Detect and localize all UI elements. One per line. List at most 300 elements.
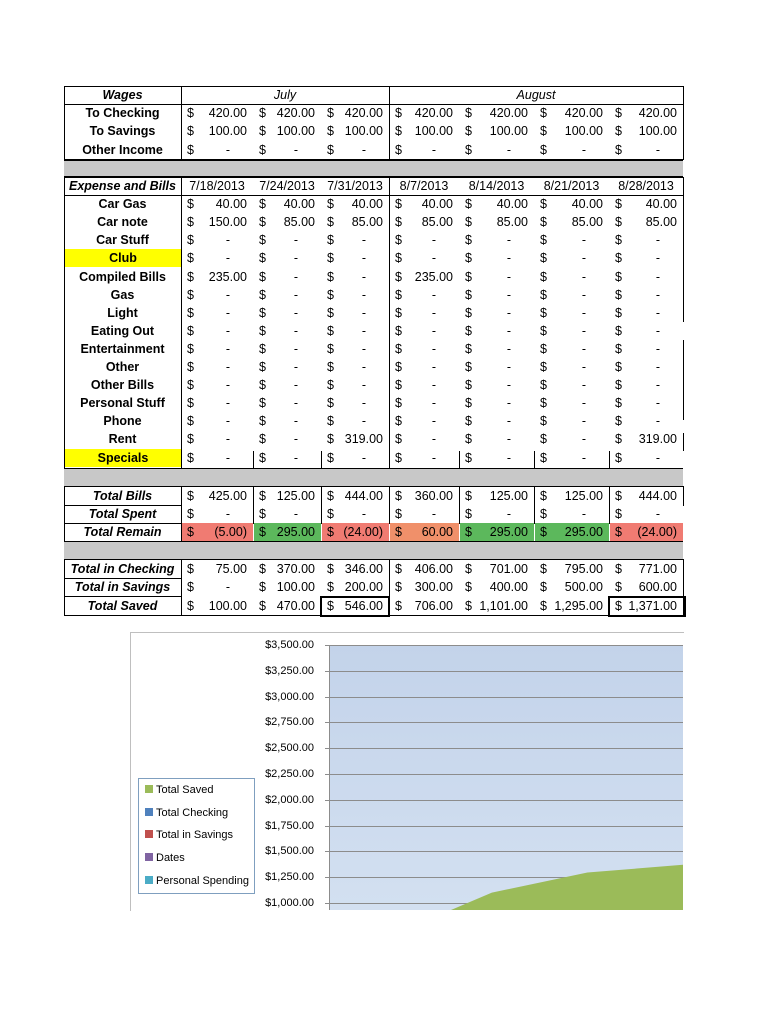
dollar-sign: $: [187, 525, 194, 539]
dollar-sign: $: [395, 598, 402, 613]
amount-value: -: [581, 378, 586, 393]
amount-value: 1,295.00: [554, 598, 603, 613]
grid-line: [181, 86, 182, 160]
grid-line: [459, 486, 460, 524]
dollar-sign: $: [327, 215, 334, 230]
amount-value: 40.00: [351, 197, 383, 212]
total-row-label: Total Bills: [92, 489, 153, 503]
grid-line: [64, 177, 683, 178]
dollar-sign: $: [187, 323, 194, 338]
legend-item: [145, 851, 185, 865]
area-series-svg: [329, 645, 683, 910]
dollar-sign: $: [615, 197, 622, 212]
amount-value: 125.00: [564, 489, 603, 503]
dollar-sign: $: [465, 124, 472, 139]
dollar-sign: $: [465, 251, 472, 266]
dollar-sign: $: [187, 197, 194, 212]
date-header: 8/21/2013: [543, 179, 600, 193]
dollar-sign: $: [395, 450, 402, 465]
amount-value: 40.00: [283, 197, 315, 212]
august-header: August: [516, 88, 556, 102]
amount-value: 444.00: [344, 489, 383, 503]
dollar-sign: $: [187, 360, 194, 374]
dollar-sign: $: [187, 450, 194, 465]
dollar-sign: $: [540, 124, 547, 139]
dollar-sign: $: [395, 233, 402, 248]
grid-line: [181, 486, 182, 542]
dollar-sign: $: [259, 414, 266, 429]
dollar-sign: $: [465, 598, 472, 613]
savings-row-label: Total Saved: [87, 598, 158, 613]
expense-row-label: Car Stuff: [96, 233, 149, 248]
dollar-sign: $: [395, 142, 402, 157]
amount-value: -: [431, 432, 436, 447]
expense-row-label: Gas: [110, 287, 135, 302]
expense-row-label: Phone: [103, 414, 142, 429]
amount-value: 40.00: [215, 197, 247, 212]
amount-value: 295.00: [276, 525, 315, 539]
expense-row-label: Eating Out: [90, 323, 155, 338]
dollar-sign: $: [465, 562, 472, 576]
dollar-sign: $: [395, 269, 402, 284]
legend-label: Personal Spending: [156, 874, 249, 887]
section-separator: [64, 542, 683, 559]
amount-value: -: [361, 450, 366, 465]
dollar-sign: $: [187, 432, 194, 447]
dollar-sign: $: [259, 507, 266, 521]
dollar-sign: $: [540, 197, 547, 212]
grid-line: [683, 340, 684, 420]
amount-value: 420.00: [276, 106, 315, 121]
amount-value: -: [225, 414, 230, 429]
dollar-sign: $: [259, 215, 266, 230]
dollar-sign: $: [615, 489, 622, 503]
amount-value: -: [655, 287, 660, 302]
dollar-sign: $: [465, 305, 472, 320]
amount-value: 470.00: [276, 598, 315, 613]
dollar-sign: $: [327, 124, 334, 139]
section-separator: [64, 160, 683, 177]
amount-value: -: [431, 251, 436, 266]
amount-value: -: [431, 507, 436, 521]
grid-line: [389, 177, 390, 469]
dollar-sign: $: [540, 507, 547, 521]
amount-value: 235.00: [414, 269, 453, 284]
expense-row-label: Rent: [108, 432, 137, 447]
grid-line: [389, 486, 390, 524]
amount-value: -: [361, 142, 366, 157]
legend-item: [145, 828, 233, 842]
legend-swatch: [145, 876, 153, 884]
amount-value: 100.00: [564, 124, 603, 139]
dollar-sign: $: [465, 269, 472, 284]
amount-value: -: [293, 432, 298, 447]
dollar-sign: $: [465, 197, 472, 212]
amount-value: -: [225, 233, 230, 248]
dollar-sign: $: [540, 341, 547, 356]
expense-row-label: Specials: [65, 449, 181, 467]
dollar-sign: $: [465, 580, 472, 595]
dollar-sign: $: [327, 323, 334, 338]
dollar-sign: $: [615, 598, 622, 613]
amount-value: 360.00: [414, 489, 453, 503]
amount-value: -: [361, 507, 366, 521]
expense-row-label: Compiled Bills: [79, 269, 166, 284]
dollar-sign: $: [327, 360, 334, 374]
dollar-sign: $: [187, 106, 194, 121]
dollar-sign: $: [615, 269, 622, 284]
dollar-sign: $: [259, 432, 266, 447]
grid-line: [64, 195, 683, 196]
amount-value: -: [506, 507, 511, 521]
amount-value: -: [293, 142, 298, 157]
amount-value: 420.00: [489, 106, 528, 121]
amount-value: -: [655, 378, 660, 393]
amount-value: 420.00: [208, 106, 247, 121]
amount-value: 420.00: [564, 106, 603, 121]
dollar-sign: $: [540, 432, 547, 447]
amount-value: 85.00: [496, 215, 528, 230]
expense-row-label: Other Bills: [90, 378, 155, 393]
expense-row-label: Club: [65, 249, 181, 267]
amount-value: -: [361, 251, 366, 266]
dollar-sign: $: [259, 287, 266, 302]
dollar-sign: $: [259, 323, 266, 338]
dollar-sign: $: [615, 106, 622, 121]
amount-value: -: [581, 251, 586, 266]
dollar-sign: $: [395, 341, 402, 356]
dollar-sign: $: [259, 124, 266, 139]
amount-value: 40.00: [645, 197, 677, 212]
dollar-sign: $: [187, 489, 194, 503]
amount-value: -: [225, 341, 230, 356]
amount-value: -: [655, 305, 660, 320]
section-separator: [64, 469, 683, 486]
dollar-sign: $: [615, 580, 622, 595]
dollar-sign: $: [465, 450, 472, 465]
dollar-sign: $: [540, 450, 547, 465]
expense-row-label: Entertainment: [80, 341, 165, 356]
y-tick-label: $2,250.00: [265, 768, 314, 780]
dollar-sign: $: [327, 489, 334, 503]
date-header: 8/14/2013: [468, 179, 525, 193]
total-row-label: Total Spent: [88, 507, 157, 521]
amount-value: 85.00: [283, 215, 315, 230]
dollar-sign: $: [540, 106, 547, 121]
dollar-sign: $: [187, 598, 194, 613]
amount-value: -: [506, 396, 511, 411]
dollar-sign: $: [187, 215, 194, 230]
dollar-sign: $: [540, 142, 547, 157]
date-header: 7/18/2013: [189, 179, 245, 193]
dollar-sign: $: [259, 251, 266, 266]
amount-value: -: [293, 414, 298, 429]
amount-value: -: [506, 378, 511, 393]
amount-value: 370.00: [276, 562, 315, 576]
amount-value: 795.00: [564, 562, 603, 576]
amount-value: -: [225, 507, 230, 521]
dollar-sign: $: [327, 341, 334, 356]
amount-value: -: [506, 341, 511, 356]
grid-line: [64, 104, 683, 105]
amount-value: 420.00: [414, 106, 453, 121]
amount-value: -: [431, 414, 436, 429]
amount-value: (24.00): [637, 525, 677, 539]
amount-value: 319.00: [344, 432, 383, 447]
amount-value: 1,371.00: [628, 598, 677, 613]
amount-value: -: [506, 414, 511, 429]
dollar-sign: $: [615, 215, 622, 230]
expense-row-label: Car note: [97, 215, 148, 230]
dollar-sign: $: [540, 233, 547, 248]
amount-value: -: [225, 432, 230, 447]
dollar-sign: $: [327, 233, 334, 248]
amount-value: -: [581, 233, 586, 248]
dollar-sign: $: [540, 580, 547, 595]
dollar-sign: $: [465, 323, 472, 338]
grid-line: [64, 486, 683, 487]
dollar-sign: $: [259, 197, 266, 212]
amount-value: -: [581, 507, 586, 521]
y-tick-label: $1,250.00: [265, 871, 314, 884]
dollar-sign: $: [615, 450, 622, 465]
amount-value: 85.00: [645, 215, 677, 230]
legend-label: Total Saved: [156, 784, 214, 796]
dollar-sign: $: [395, 489, 402, 503]
dollar-sign: $: [465, 378, 472, 393]
dollar-sign: $: [465, 233, 472, 248]
amount-value: -: [506, 305, 511, 320]
dollar-sign: $: [395, 305, 402, 320]
dollar-sign: $: [187, 580, 194, 595]
savings-row-label: Total in Savings: [74, 580, 171, 595]
amount-value: -: [293, 233, 298, 248]
highlight-box: [608, 596, 686, 617]
amount-value: -: [225, 378, 230, 393]
y-tick-label: $3,250.00: [265, 664, 314, 677]
dollar-sign: $: [395, 580, 402, 595]
dollar-sign: $: [615, 414, 622, 429]
amount-value: 100.00: [489, 124, 528, 139]
dollar-sign: $: [187, 507, 194, 521]
total-row-label: Total Remain: [83, 525, 162, 539]
amount-value: -: [361, 305, 366, 320]
amount-value: -: [506, 450, 511, 465]
amount-value: 235.00: [208, 269, 247, 284]
amount-value: -: [581, 414, 586, 429]
amount-value: -: [655, 450, 660, 465]
amount-value: -: [431, 450, 436, 465]
amount-value: 125.00: [276, 489, 315, 503]
dollar-sign: $: [327, 269, 334, 284]
dollar-sign: $: [615, 432, 622, 447]
dollar-sign: $: [187, 562, 194, 576]
dollar-sign: $: [187, 142, 194, 157]
grid-line: [64, 86, 65, 160]
amount-value: -: [225, 305, 230, 320]
amount-value: -: [225, 142, 230, 157]
highlight-box: [320, 596, 390, 617]
dollar-sign: $: [465, 507, 472, 521]
dollar-sign: $: [615, 378, 622, 393]
amount-value: -: [361, 360, 366, 374]
grid-line: [609, 451, 610, 468]
amount-value: 150.00: [208, 215, 247, 230]
dollar-sign: $: [187, 378, 194, 393]
dollar-sign: $: [327, 287, 334, 302]
amount-value: -: [581, 323, 586, 338]
amount-value: 85.00: [421, 215, 453, 230]
amount-value: -: [581, 142, 586, 157]
dollar-sign: $: [395, 251, 402, 266]
wage-row-label: To Savings: [89, 124, 156, 139]
amount-value: -: [506, 142, 511, 157]
amount-value: 60.00: [421, 525, 453, 539]
dollar-sign: $: [187, 287, 194, 302]
legend-item: [145, 783, 213, 797]
dollar-sign: $: [615, 233, 622, 248]
savings-row-label: Total in Checking: [70, 562, 175, 576]
amount-value: -: [361, 396, 366, 411]
date-header: 8/28/2013: [618, 179, 674, 193]
amount-value: -: [293, 507, 298, 521]
grid-line: [534, 486, 535, 524]
wages-header: Wages: [102, 88, 143, 102]
dollar-sign: $: [259, 525, 266, 539]
dollar-sign: $: [615, 396, 622, 411]
dollar-sign: $: [327, 562, 334, 576]
amount-value: -: [293, 396, 298, 411]
amount-value: -: [655, 269, 660, 284]
dollar-sign: $: [615, 251, 622, 266]
legend-item: [145, 874, 249, 888]
amount-value: 100.00: [638, 124, 677, 139]
grid-line: [64, 596, 181, 597]
legend-label: Total in Savings: [156, 829, 234, 842]
amount-value: -: [506, 233, 511, 248]
dollar-sign: $: [615, 360, 622, 374]
amount-value: -: [581, 287, 586, 302]
amount-value: -: [655, 507, 660, 521]
amount-value: -: [293, 360, 298, 374]
grid-line: [64, 160, 683, 161]
dollar-sign: $: [259, 305, 266, 320]
amount-value: 75.00: [215, 562, 247, 576]
expense-row-label: Personal Stuff: [80, 396, 165, 411]
dollar-sign: $: [395, 396, 402, 411]
dollar-sign: $: [259, 562, 266, 576]
grid-line: [181, 177, 182, 469]
dollar-sign: $: [465, 287, 472, 302]
dollar-sign: $: [187, 251, 194, 266]
amount-value: -: [361, 287, 366, 302]
amount-value: (24.00): [343, 525, 383, 539]
amount-value: -: [431, 378, 436, 393]
dollar-sign: $: [187, 305, 194, 320]
dollar-sign: $: [327, 378, 334, 393]
y-tick-label: $2,000.00: [265, 793, 314, 806]
amount-value: 40.00: [496, 197, 528, 212]
amount-value: -: [225, 287, 230, 302]
dollar-sign: $: [540, 562, 547, 576]
legend-swatch: [145, 808, 153, 816]
dollar-sign: $: [259, 450, 266, 465]
amount-value: -: [293, 287, 298, 302]
dollar-sign: $: [540, 525, 547, 539]
dollar-sign: $: [327, 396, 334, 411]
dollar-sign: $: [615, 507, 622, 521]
amount-value: -: [225, 360, 230, 374]
y-tick-label: $2,750.00: [265, 716, 314, 729]
dollar-sign: $: [187, 396, 194, 411]
date-header: 8/7/2013: [399, 179, 449, 193]
dollar-sign: $: [395, 287, 402, 302]
dollar-sign: $: [540, 378, 547, 393]
amount-value: -: [225, 323, 230, 338]
dollar-sign: $: [327, 305, 334, 320]
amount-value: 444.00: [638, 489, 677, 503]
y-tick-label: $1,500.00: [265, 845, 314, 858]
dollar-sign: $: [465, 396, 472, 411]
grid-line: [181, 559, 182, 616]
dollar-sign: $: [465, 360, 472, 374]
dollar-sign: $: [615, 142, 622, 157]
grid-line: [683, 433, 684, 451]
wage-row-label: Other Income: [82, 142, 163, 157]
dollar-sign: $: [395, 197, 402, 212]
amount-value: -: [361, 233, 366, 248]
grid-line: [64, 177, 65, 469]
expense-row-label: Light: [107, 305, 138, 320]
amount-value: -: [655, 414, 660, 429]
dollar-sign: $: [395, 106, 402, 121]
amount-value: 546.00: [344, 598, 383, 613]
grid-line: [64, 486, 65, 542]
amount-value: 100.00: [208, 124, 247, 139]
grid-line: [64, 578, 181, 579]
amount-value: -: [506, 287, 511, 302]
y-tick-label: $1,750.00: [265, 819, 314, 832]
dollar-sign: $: [465, 432, 472, 447]
amount-value: -: [431, 233, 436, 248]
amount-value: -: [293, 305, 298, 320]
legend-swatch: [145, 785, 153, 793]
amount-value: 100.00: [208, 598, 247, 613]
grid-line: [64, 559, 683, 560]
amount-value: -: [431, 323, 436, 338]
dollar-sign: $: [395, 562, 402, 576]
amount-value: -: [225, 396, 230, 411]
legend-swatch: [145, 830, 153, 838]
dollar-sign: $: [540, 396, 547, 411]
dollar-sign: $: [395, 507, 402, 521]
amount-value: 701.00: [489, 562, 528, 576]
amount-value: 771.00: [638, 562, 677, 576]
dollar-sign: $: [259, 580, 266, 595]
grid-line: [253, 486, 254, 524]
grid-line: [683, 86, 684, 160]
dollar-sign: $: [615, 124, 622, 139]
grid-line: [683, 177, 684, 322]
amount-value: 319.00: [638, 432, 677, 447]
amount-value: 420.00: [638, 106, 677, 121]
amount-value: 500.00: [564, 580, 603, 595]
dollar-sign: $: [327, 414, 334, 429]
amount-value: -: [506, 269, 511, 284]
dollar-sign: $: [540, 251, 547, 266]
amount-value: -: [293, 341, 298, 356]
y-tick-label: $1,000.00: [265, 897, 314, 909]
